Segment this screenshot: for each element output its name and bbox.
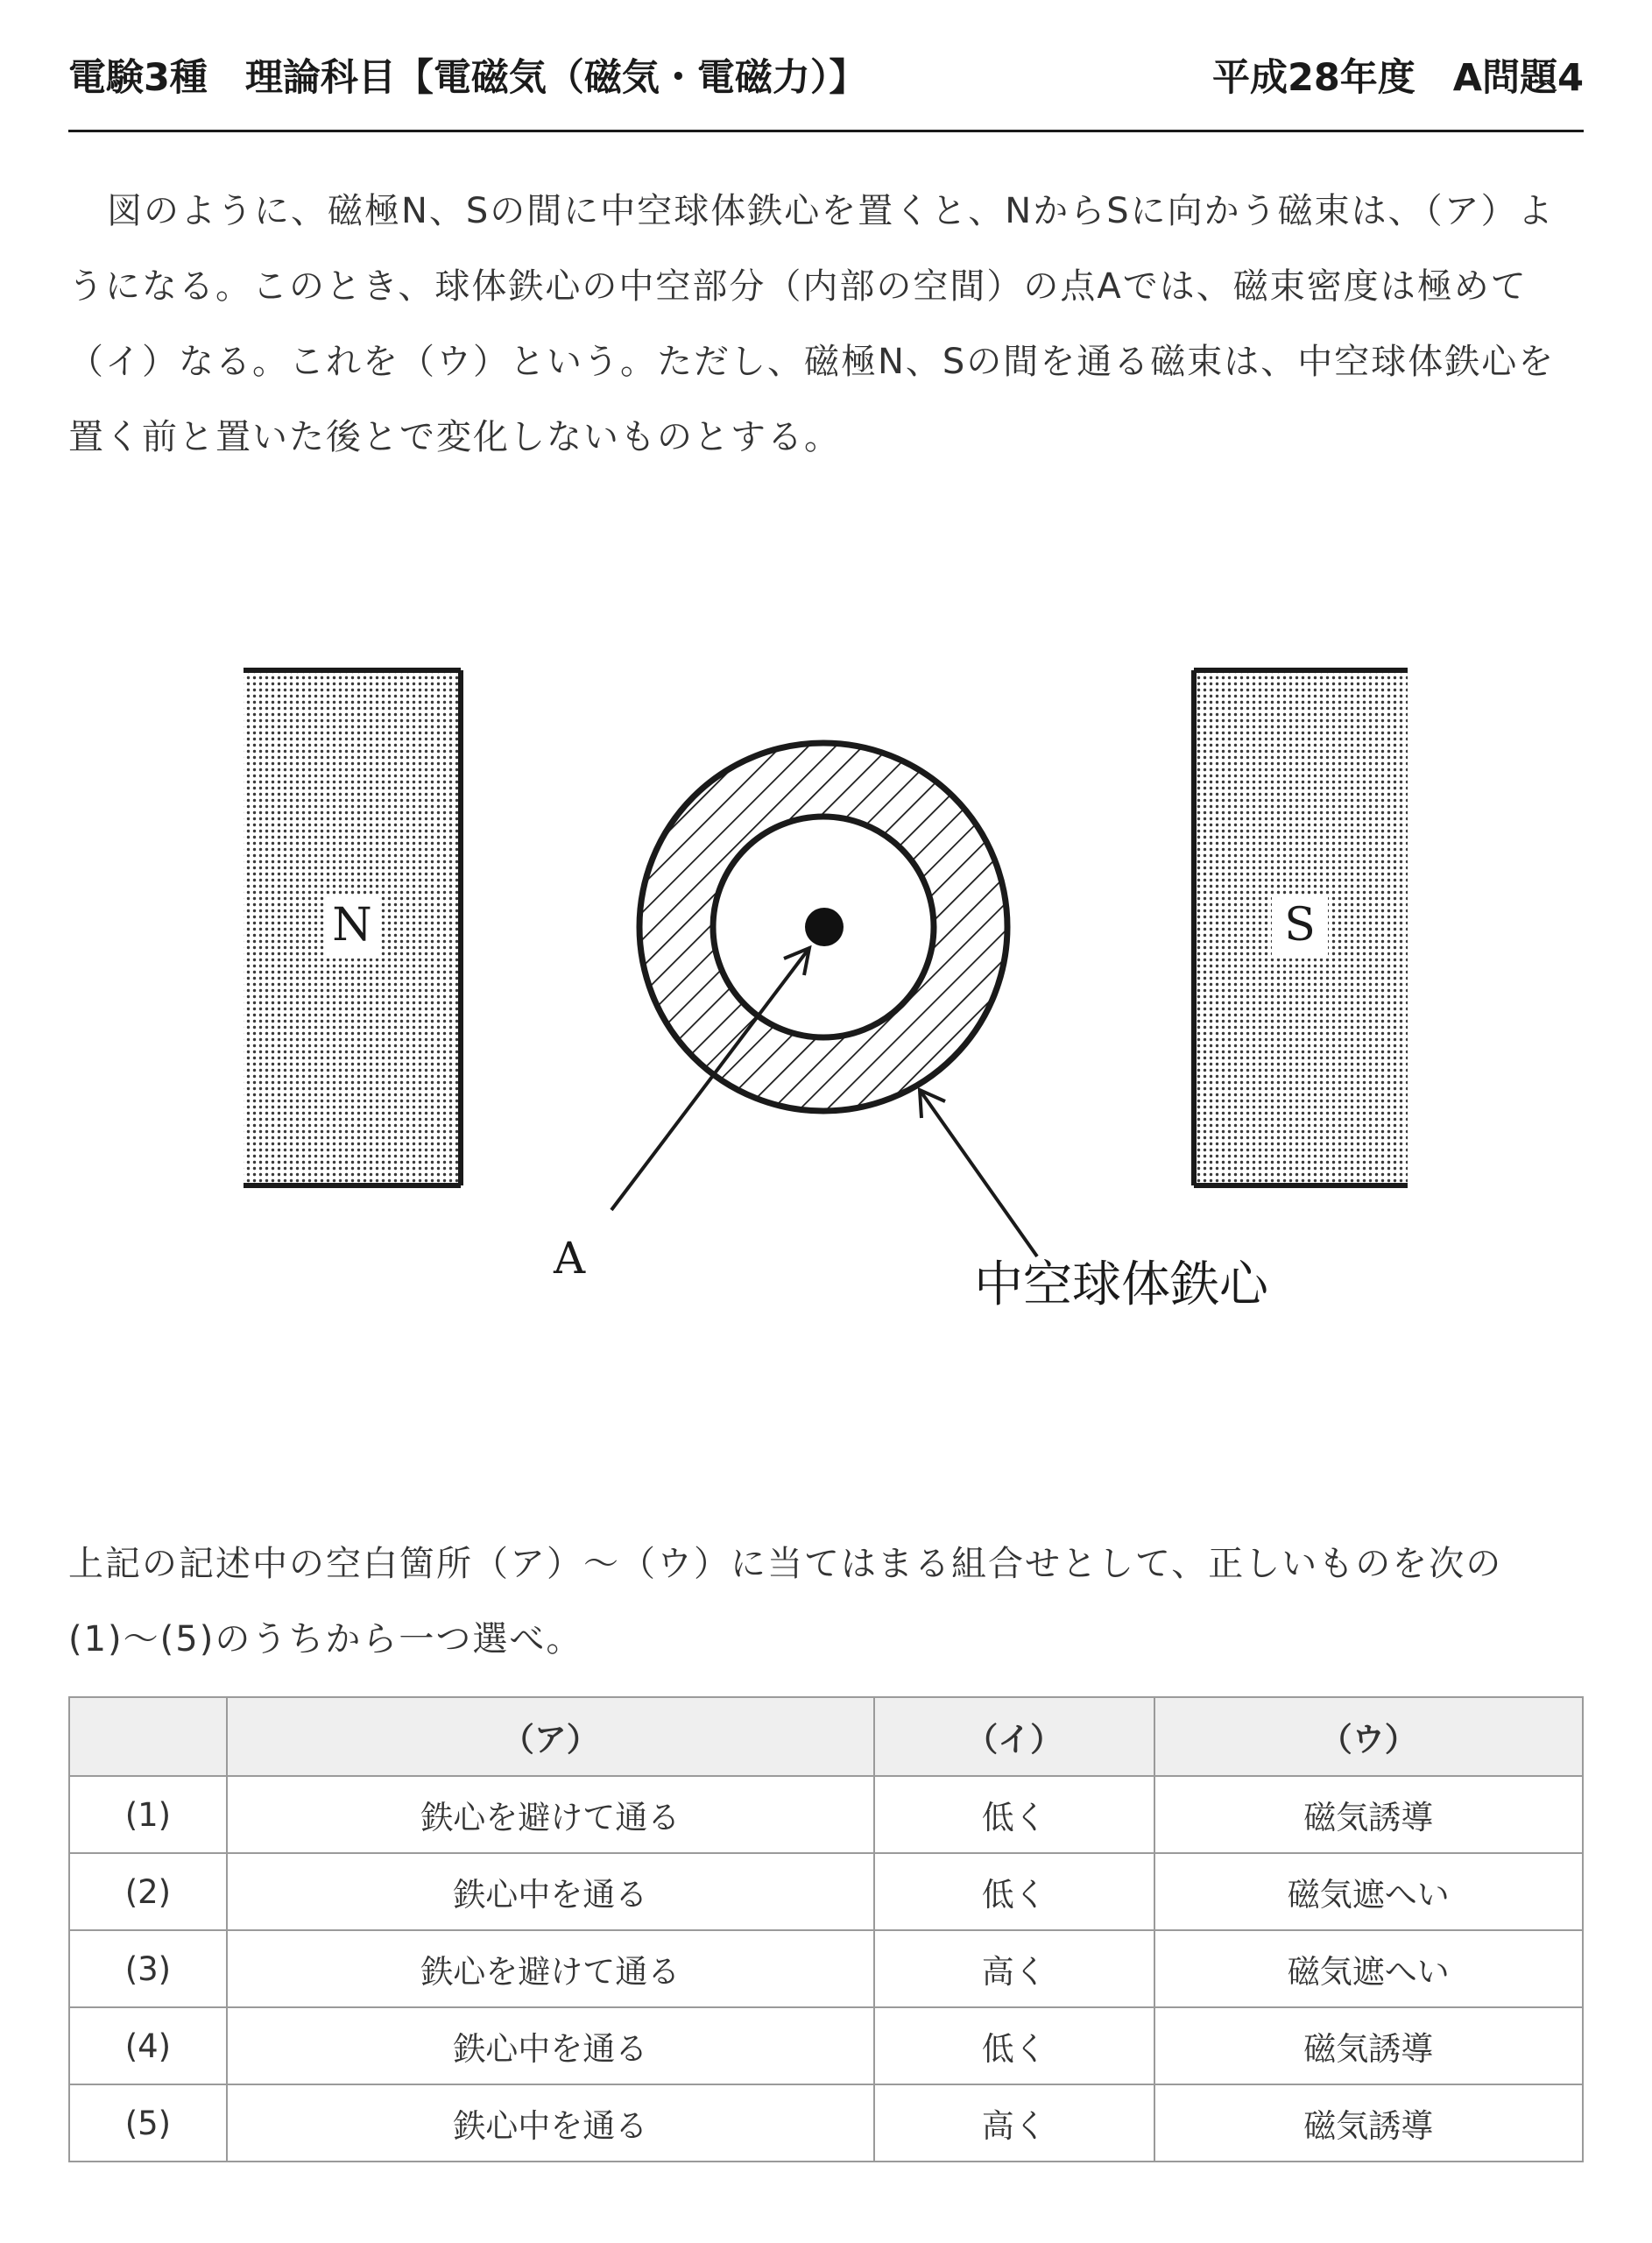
cell-u: 磁気遮へい [1154,1853,1583,1930]
north-pole-label: N [332,899,372,952]
cell-i: 低く [874,1776,1154,1853]
header-number [69,1697,227,1776]
south-pole-block [1194,670,1408,1185]
cell-i: 低く [874,1853,1154,1930]
south-pole-label: S [1284,899,1316,952]
page-header [68,46,1584,103]
cell-u: 磁気遮へい [1154,1930,1583,2007]
header-title: 電験3種 理論科目【電磁気（磁気・電磁力）】 [68,55,867,100]
cell-a: 鉄心を避けて通る [227,1776,874,1853]
header-u: （ウ） [1154,1697,1583,1776]
north-pole-block [244,670,461,1185]
point-a-dot [805,908,844,946]
cell-a: 鉄心中を通る [227,2007,874,2084]
table-header-row [69,1697,1583,1776]
cell-u: 磁気誘導 [1154,1776,1583,1853]
magnetic-shielding-diagram [0,491,1652,1367]
header-a: （ア） [227,1697,874,1776]
cell-a: 鉄心中を通る [227,2084,874,2162]
cell-i: 高く [874,1930,1154,2007]
cell-i: 高く [874,2084,1154,2162]
table-row [69,1776,1583,1853]
cell-i: 低く [874,2007,1154,2084]
header-divider [68,130,1584,132]
choice-number: (1) [69,1776,227,1853]
point-a-label: A [553,1233,586,1284]
header-exam-info: 平成28年度 A問題4 [1211,55,1584,100]
table-row [69,1853,1583,1930]
cell-a: 鉄心を避けて通る [227,1930,874,2007]
instruction-text: 上記の記述中の空白箇所（ア）〜（ウ）に当てはまる組合せとして、正しいものを次の(1)〜(5)のうちから一つ選べ。 [68,1544,1503,1659]
choice-number: (2) [69,1853,227,1930]
table-row [69,2007,1583,2084]
cell-u: 磁気誘導 [1154,2007,1583,2084]
table-row [69,1930,1583,2007]
cell-u: 磁気誘導 [1154,2084,1583,2162]
header-i: （イ） [874,1697,1154,1776]
cell-a: 鉄心中を通る [227,1853,874,1930]
table-row [69,2084,1583,2162]
core-arrow [920,1090,1037,1256]
core-label: 中空球体鉄心 [974,1256,1268,1313]
choice-number: (3) [69,1930,227,2007]
choice-number: (5) [69,2084,227,2162]
choice-number: (4) [69,2007,227,2084]
answer-choices-table [68,1696,1584,2162]
question-text: 図のように、磁極N、Sの間に中空球体鉄心を置くと、NからSに向かう磁束は、（ア）ようになる。このとき、球体鉄心の中空部分（内部の空間）の点Aでは、磁束密度は極めて（イ）なる。これを（ウ）という。ただし、磁極N、Sの間を通る磁束は、中空球体鉄心を置く前と置いた後とで変化しないものとする。 [68,191,1556,457]
